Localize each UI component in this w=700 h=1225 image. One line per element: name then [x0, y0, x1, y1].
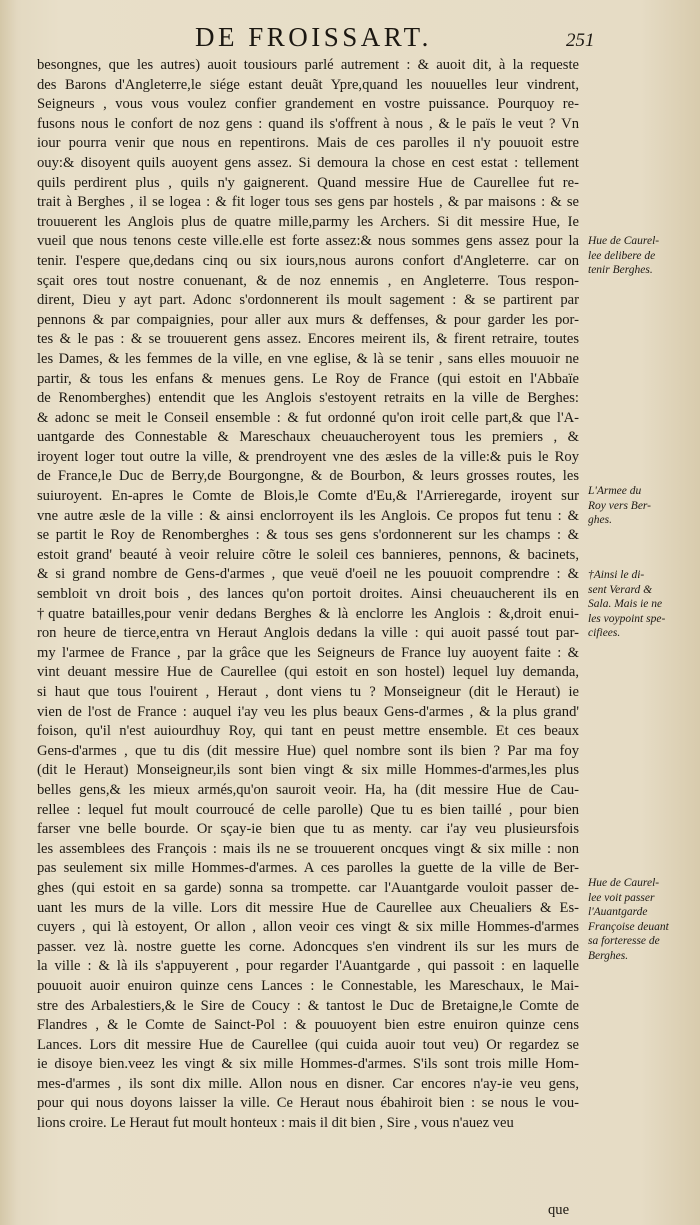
text-line: vint deuant messire Hue de Caurellee (qui estoit en son hostel) lequel luy demanda, — [37, 664, 579, 681]
text-line: sçait ores tout nostre conuenant, & de noz ennemis , en Angleterre. Tous respon- — [37, 272, 579, 289]
margin-note — [588, 876, 696, 963]
text-line: de Renomberghes) entendit que les Anglois s'estoyent retraits en la ville de Berghes: — [37, 390, 579, 407]
text-line: foison, qu'il n'est auiourdhuy Roy, qui tant en peust mettre ensemble. Et ces beaux — [37, 723, 579, 740]
margin-note-line: Roy vers Ber- — [588, 499, 651, 512]
page-header — [0, 22, 700, 52]
margin-note-line: les voypoint spe- — [588, 612, 666, 625]
text-line: ouy:& disoyent quils auoyent gens assez. Si demoura la chose en cest estat : tellement — [37, 154, 579, 171]
text-line: vien de l'ost de France : auquel i'ay veu les plus beaux Gens-d'armes , & la plus grand' — [37, 703, 579, 720]
text-line: lions croire. Le Heraut fut moult honteux : mais il dit bien , Sire , vous n'auez veu — [37, 1115, 514, 1132]
text-line: trait à Berghes , il se logea : & fit loger tous ses gens par hostels , & par maisons : & se — [37, 194, 579, 211]
text-line: des Barons d'Angleterre,le siége estant deuãt Ypre,quand les nouuelles leur vindrent, — [37, 76, 579, 93]
text-line: trouuerent les Anglois plus de quatre mille,parmy les Archers. Si dit messire Hue, Ie — [37, 213, 579, 230]
text-line: la ville : & là ils s'appuyerent , pour regarder l'Auantgarde , qui passoit : en laquelle — [37, 958, 579, 975]
text-line: quils perdirent plus , quils n'y gaignerent. Quand messire Hue de Caurellee fut re- — [37, 174, 579, 191]
text-line: uant les murs de la ville. Lors dit messire Hue de Caurellee aux Cheualiers & Es- — [37, 899, 579, 916]
text-line: & adonc se meit le Conseil ensemble : & fut ordonné qu'on iroit celle part,& que l'A- — [37, 409, 579, 426]
margin-note-line: lee voit passer — [588, 891, 655, 904]
text-line: ron heure de tierce,entra vn Heraut Anglois dedans la ville : qui auoit passé tout par- — [37, 625, 579, 642]
margin-note-line: †Ainsi le di- — [588, 569, 645, 581]
text-line: Lances. Lors dit messire Hue de Caurellee (qui cuida auoir tout veu) Or regardez se — [37, 1036, 579, 1053]
text-line: partir, & tous les enfans & menues gens. Le Roy de France (qui estoit en l'Abbaïe — [37, 370, 579, 387]
margin-note-line: L'Armee du — [588, 485, 642, 497]
margin-note — [588, 234, 696, 278]
text-line: estoit grand' beauté à veoir reluire cõtre le soleil ces bannieres, pennons, & bacinets, — [37, 546, 579, 563]
margin-note-line: ghes. — [588, 514, 612, 526]
text-line: my l'armee de France , par la grâce que les Seigneurs de France luy auoyent faite : & — [37, 644, 579, 661]
text-line: belles gens,& les mieux armés,qu'on sauroit veoir. Ha, ha (dit messire Hue de Cau- — [37, 781, 579, 798]
text-line: ie disoye bien.veez les vingt & six mille Hommes-d'armes. S'ils sont trois mille Hom- — [37, 1056, 579, 1073]
text-line: dirent, Dieu y ayt part. Adonc s'ordonnerent ils moult sagement : & se partirent par — [37, 292, 579, 309]
text-line: cuyers , qui là estoyent, Or allon , allon veoir ces vingt & six mille Hommes-d'armes — [37, 919, 579, 936]
text-line: Gens-d'armes , que tu dis (dit messire Hue) quel nombre sont ils bien ? Par ma foy — [37, 742, 579, 759]
text-line: ghes (qui estoit en sa garde) sonna sa trompette. car l'Auantgarde vouloit passer de- — [37, 879, 579, 896]
text-line: suiuroyent. En-apres le Comte de Blois,le Comte d'Eu,& l'Arrieregarde, iroyent sur — [37, 488, 579, 505]
margin-note-line: l'Auantgarde — [588, 906, 648, 918]
page-number: 251 — [566, 30, 595, 51]
text-line: se partit le Roy de Renomberghes : & tous ses gens s'ordonnerent sur les champs : & — [37, 527, 579, 544]
text-line: pas seulement six mille Hommes-d'armes. A ces parolles la guette de la ville de Ber- — [37, 860, 579, 877]
catchword: que — [548, 1202, 570, 1218]
text-line: Flandres , & le Comte de Sainct-Pol : & pouuoyent bien estre enuiron quinze cens — [37, 1017, 579, 1034]
margin-note-line: Hue de Caurel- — [588, 235, 660, 247]
margin-note-line: cifiees. — [588, 627, 621, 639]
text-line: pouuoit auoir enuiron quinze cens Lances : le Connestable, les Mareschaux, le Mai- — [37, 977, 579, 994]
text-line: farser vne belle bourde. Or sçay-ie bien que tu as menty. car i'ay veu plusieursfois — [37, 821, 579, 838]
running-title: DE FROISSART. — [195, 22, 432, 52]
text-line: vueil que nous tenons ceste ville.elle est forte assez:& nous sommes gens assez pour la — [37, 233, 579, 250]
text-line: †quatre batailles,pour venir dedans Berghes & là enclorre les Anglois : &,droit enui- — [37, 605, 579, 622]
text-line: tes & le pas : & se trouuerent gens assez. Encores meirent ils, & firent retraire, toutes — [37, 331, 579, 348]
text-line: sembloit vn droit bois , des lances qu'on portoit droites. Ainsi cheuaucherent ils en — [37, 586, 579, 603]
text-line: Seigneurs , vous vous voulez confier grandement en vostre puissance. Pourquoy re- — [37, 96, 579, 113]
text-line: les assemblees des François : mais ils ne se trouuerent oncques vingt & six mille : non — [37, 840, 579, 857]
text-line: stre des Arbalestiers,& le Sire de Coucy : & tantost le Duc de Bretaigne,le Comte de — [37, 997, 579, 1014]
text-line: (dit le Heraut) Monseigneur,ils sont bien vingt & six mille Hommes-d'armes,les plus — [37, 762, 579, 779]
text-line: pour qui nous doyons laisser la ville. Ce Heraut nous ébahiroit bien : se nous le vou- — [37, 1095, 579, 1112]
text-line: & si grand nombre de Gens-d'armes , que veuë d'oeil ne les pouuoit comprendre : & — [37, 566, 579, 583]
margin-note-line: tenir Berghes. — [588, 264, 653, 276]
text-line: iroyent loger tout outre la ville, & prendroyent vne des æsles de la ville:& puis le Roy — [37, 448, 579, 465]
margin-note-line: sent Verard & — [588, 583, 653, 596]
text-line: besongnes, que les autres) auoit tousiours parlé autrement : & auoit dit, à la requeste — [37, 57, 579, 73]
text-line: mes-d'armes , ils sont dix mille. Allon nous en disner. Car encores n'ay-ie veu gens, — [37, 1075, 579, 1092]
margin-note-line: sa forteresse de — [588, 935, 660, 947]
margin-note — [588, 568, 696, 641]
margin-note — [588, 484, 696, 528]
text-line: passer. vez là. nostre guette les corne. Adoncques s'en vindrent ils sur les murs de — [37, 938, 579, 955]
text-line: vne autre æsle de la ville : & ainsi enclorroyent ils les Anglois. Ce propos fut tenu : & — [37, 507, 579, 524]
text-line: rellee : lequel fut moult courroucé de celle parolle) Que tu es bien taillé , pour bien — [37, 801, 579, 818]
margin-note-line: Françoise deuant — [588, 920, 669, 933]
text-line: de France,le Duc de Berry,de Bourgongne, & de Bourbon, & leurs grosses routes, les — [37, 468, 579, 485]
body-text — [37, 56, 579, 1134]
text-line: les Dames, & les femmes de la ville, en vne eglise, & là se tenir , sans elles mouuoir ne — [37, 350, 579, 367]
margin-note-line: Sala. Mais ie ne — [588, 598, 663, 610]
text-line: iour pourra venir que nous en repentirons. Mais de ces parolles il n'y pouuoit estre — [37, 135, 579, 152]
text-line: fusons nous le confort de noz gens : quand ils s'offrent à nous , & le païs le veut ? Vn — [37, 115, 579, 132]
text-line: uantgarde des Connestable & Mareschaux cheuaucheroyent tous les premiers , & — [37, 429, 579, 446]
text-line: tenir. I'espere que,dedans cinq ou six iours,nous aurons confort d'Angleterre. car on — [37, 252, 579, 269]
text-line: pennons & par compaignies, pour aller aux murs & deffenses, & pour garder les por- — [37, 311, 579, 328]
margin-note-line: Hue de Caurel- — [588, 877, 660, 889]
text-line: si haut que tous l'ouirent , Heraut , dont viens tu ? Monseigneur (dit le Heraut) ie — [37, 684, 579, 700]
margin-note-line: lee delibere de — [588, 249, 656, 262]
margin-note-line: Berghes. — [588, 949, 629, 962]
